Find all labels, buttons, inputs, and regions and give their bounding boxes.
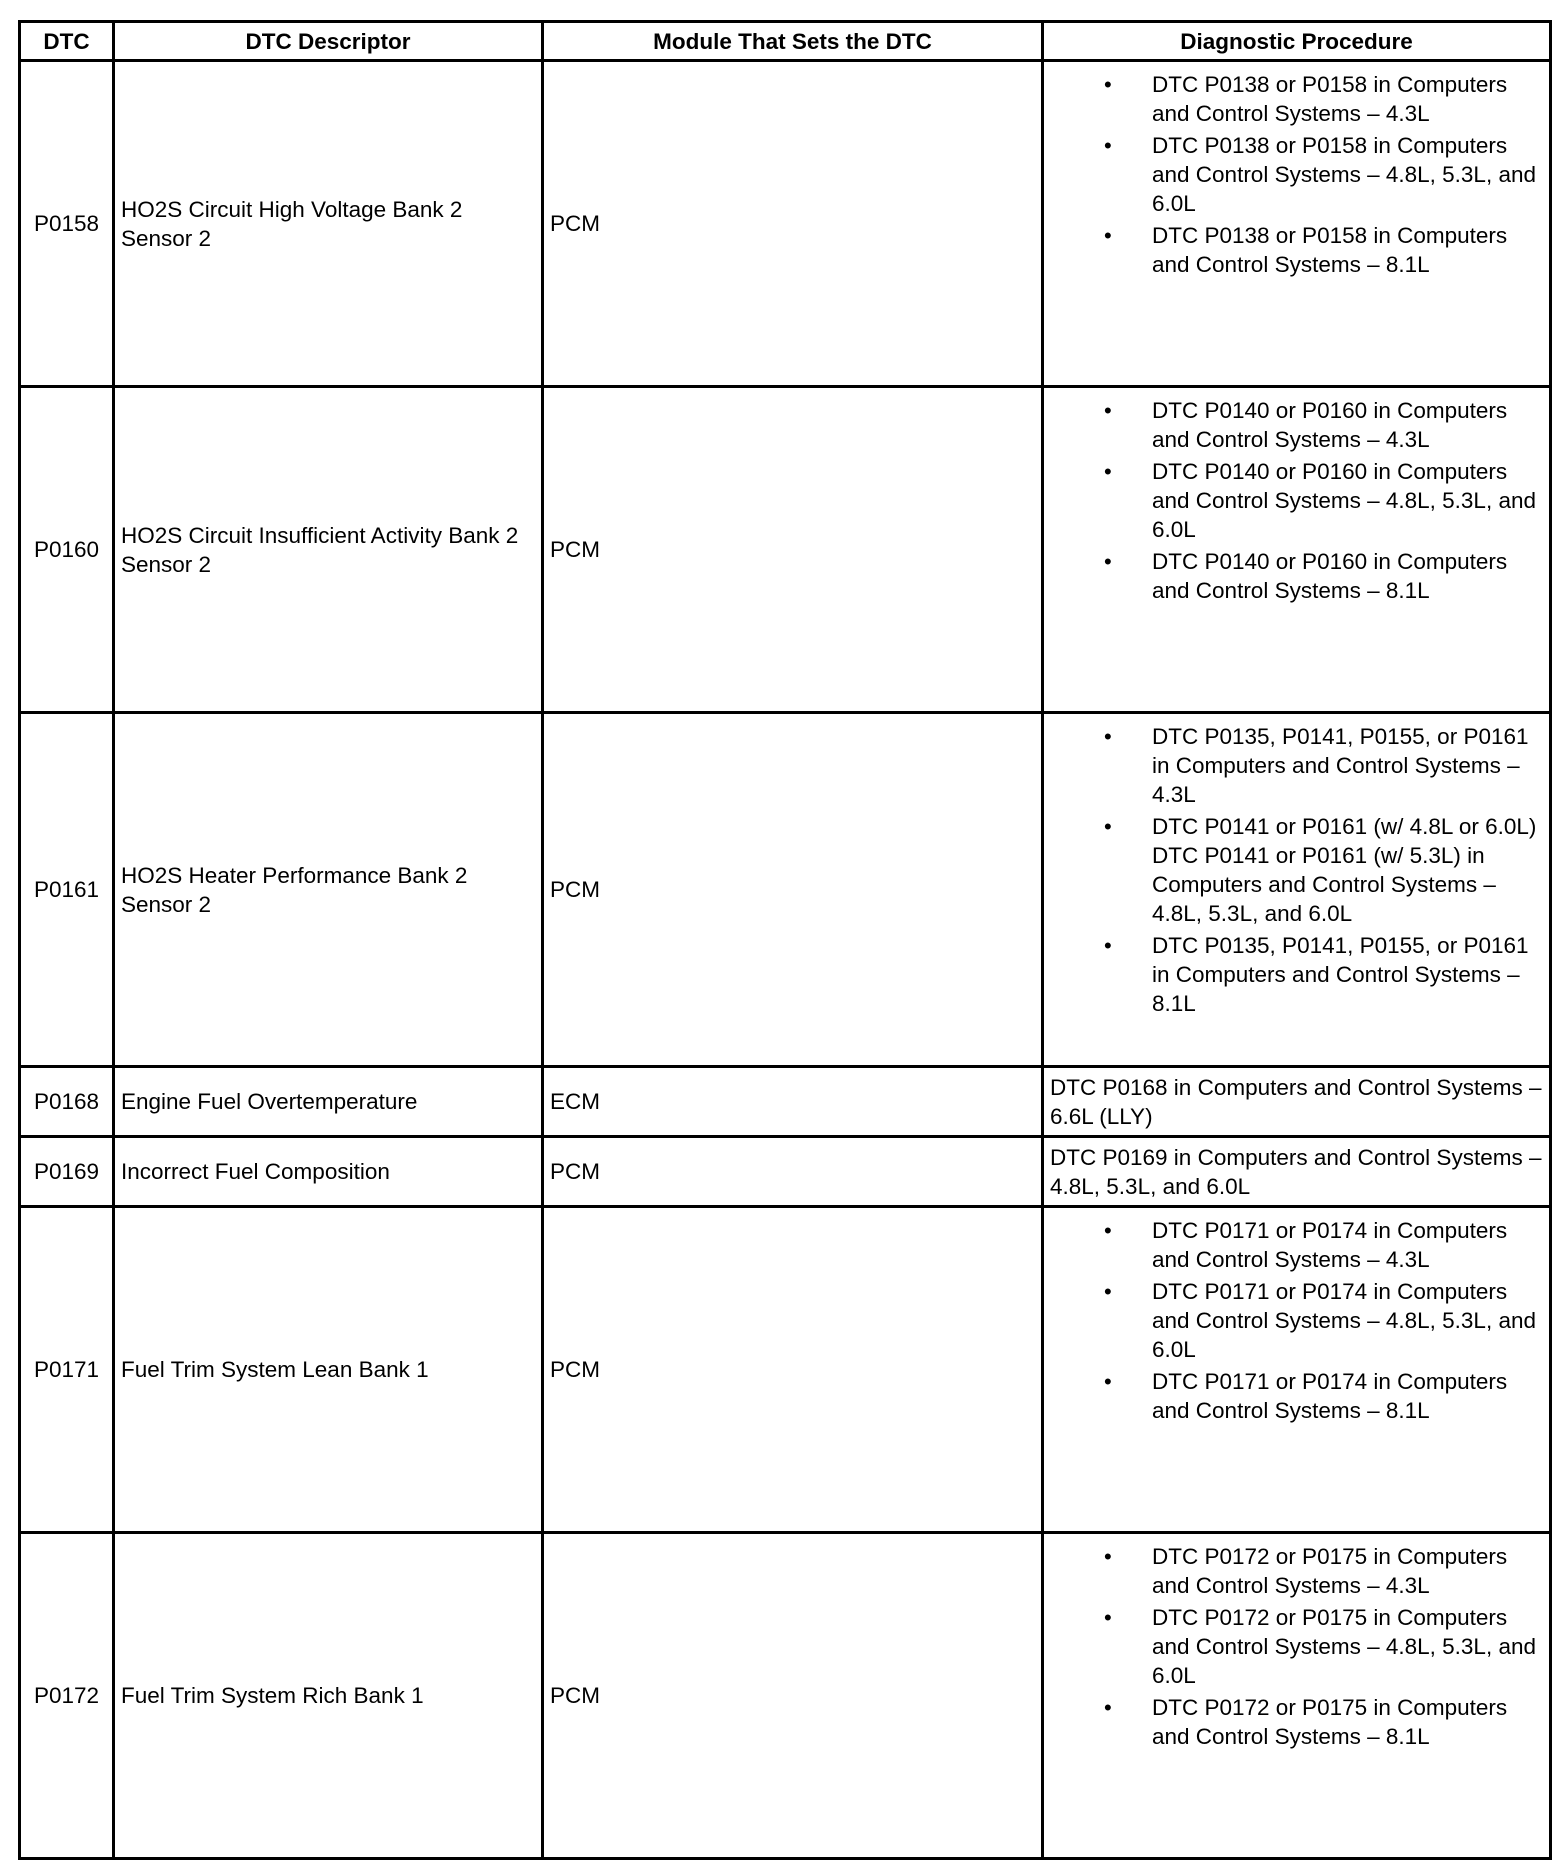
procedure-item: • DTC P0138 or P0158 in Computers and Control Systems – 4.8L, 5.3L, and 6.0L [1052,131,1541,218]
header-row [20,22,1551,61]
procedure-list [1052,396,1541,605]
procedure-item: • DTC P0172 or P0175 in Computers and Control Systems – 4.3L [1052,1542,1541,1600]
dtc-module: PCM [543,713,1043,1067]
dtc-module: PCM [543,1533,1043,1859]
dtc-code: P0160 [20,387,114,713]
procedure-item: • DTC P0172 or P0175 in Computers and Control Systems – 8.1L [1052,1693,1541,1751]
dtc-code: P0168 [20,1067,114,1137]
procedure-list [1052,722,1541,1018]
diagnostic-procedure [1043,713,1551,1067]
dtc-descriptor: HO2S Circuit High Voltage Bank 2 Sensor 2 [114,61,543,387]
procedure-item: • DTC P0172 or P0175 in Computers and Control Systems – 4.8L, 5.3L, and 6.0L [1052,1603,1541,1690]
table-row [20,713,1551,1067]
table-row [20,1137,1551,1207]
header-procedure: Diagnostic Procedure [1043,22,1551,61]
diagnostic-procedure [1043,61,1551,387]
dtc-module: PCM [543,61,1043,387]
dtc-table [18,20,1552,1860]
dtc-code: P0172 [20,1533,114,1859]
diagnostic-procedure: DTC P0168 in Computers and Control Systems – 6.6L (LLY) [1043,1067,1551,1137]
procedure-list [1052,1542,1541,1751]
table-row [20,61,1551,387]
diagnostic-procedure [1043,387,1551,713]
procedure-item: • DTC P0135, P0141, P0155, or P0161 in Computers and Control Systems – 4.3L [1052,722,1541,809]
dtc-module: PCM [543,387,1043,713]
procedure-item: • DTC P0171 or P0174 in Computers and Control Systems – 8.1L [1052,1367,1541,1425]
header-module: Module That Sets the DTC [543,22,1043,61]
procedure-item: • DTC P0140 or P0160 in Computers and Control Systems – 4.3L [1052,396,1541,454]
dtc-code: P0171 [20,1207,114,1533]
procedure-item: • DTC P0140 or P0160 in Computers and Control Systems – 8.1L [1052,547,1541,605]
diagnostic-procedure: DTC P0169 in Computers and Control Systems – 4.8L, 5.3L, and 6.0L [1043,1137,1551,1207]
dtc-descriptor: Fuel Trim System Rich Bank 1 [114,1533,543,1859]
procedure-item: • DTC P0140 or P0160 in Computers and Control Systems – 4.8L, 5.3L, and 6.0L [1052,457,1541,544]
dtc-module: ECM [543,1067,1043,1137]
table-row [20,1207,1551,1533]
table-row [20,1067,1551,1137]
diagnostic-procedure [1043,1533,1551,1859]
dtc-descriptor: Fuel Trim System Lean Bank 1 [114,1207,543,1533]
diagnostic-procedure [1043,1207,1551,1533]
procedure-item: • DTC P0138 or P0158 in Computers and Control Systems – 8.1L [1052,221,1541,279]
header-descriptor: DTC Descriptor [114,22,543,61]
dtc-module: PCM [543,1207,1043,1533]
procedure-item: • DTC P0141 or P0161 (w/ 4.8L or 6.0L) DTC P0141 or P0161 (w/ 5.3L) in Computers and Control Systems – 4.8L, 5.3L, and 6.0L [1052,812,1541,928]
procedure-item: • DTC P0171 or P0174 in Computers and Control Systems – 4.3L [1052,1216,1541,1274]
procedure-list [1052,70,1541,279]
dtc-module: PCM [543,1137,1043,1207]
dtc-descriptor: Incorrect Fuel Composition [114,1137,543,1207]
header-dtc: DTC [20,22,114,61]
table-row [20,1533,1551,1859]
dtc-code: P0161 [20,713,114,1067]
dtc-descriptor: HO2S Heater Performance Bank 2 Sensor 2 [114,713,543,1067]
procedure-list [1052,1216,1541,1425]
dtc-descriptor: HO2S Circuit Insufficient Activity Bank 2 Sensor 2 [114,387,543,713]
dtc-code: P0169 [20,1137,114,1207]
table-row [20,387,1551,713]
procedure-item: • DTC P0171 or P0174 in Computers and Control Systems – 4.8L, 5.3L, and 6.0L [1052,1277,1541,1364]
procedure-item: • DTC P0138 or P0158 in Computers and Control Systems – 4.3L [1052,70,1541,128]
dtc-code: P0158 [20,61,114,387]
dtc-descriptor: Engine Fuel Overtemperature [114,1067,543,1137]
procedure-item: • DTC P0135, P0141, P0155, or P0161 in Computers and Control Systems – 8.1L [1052,931,1541,1018]
